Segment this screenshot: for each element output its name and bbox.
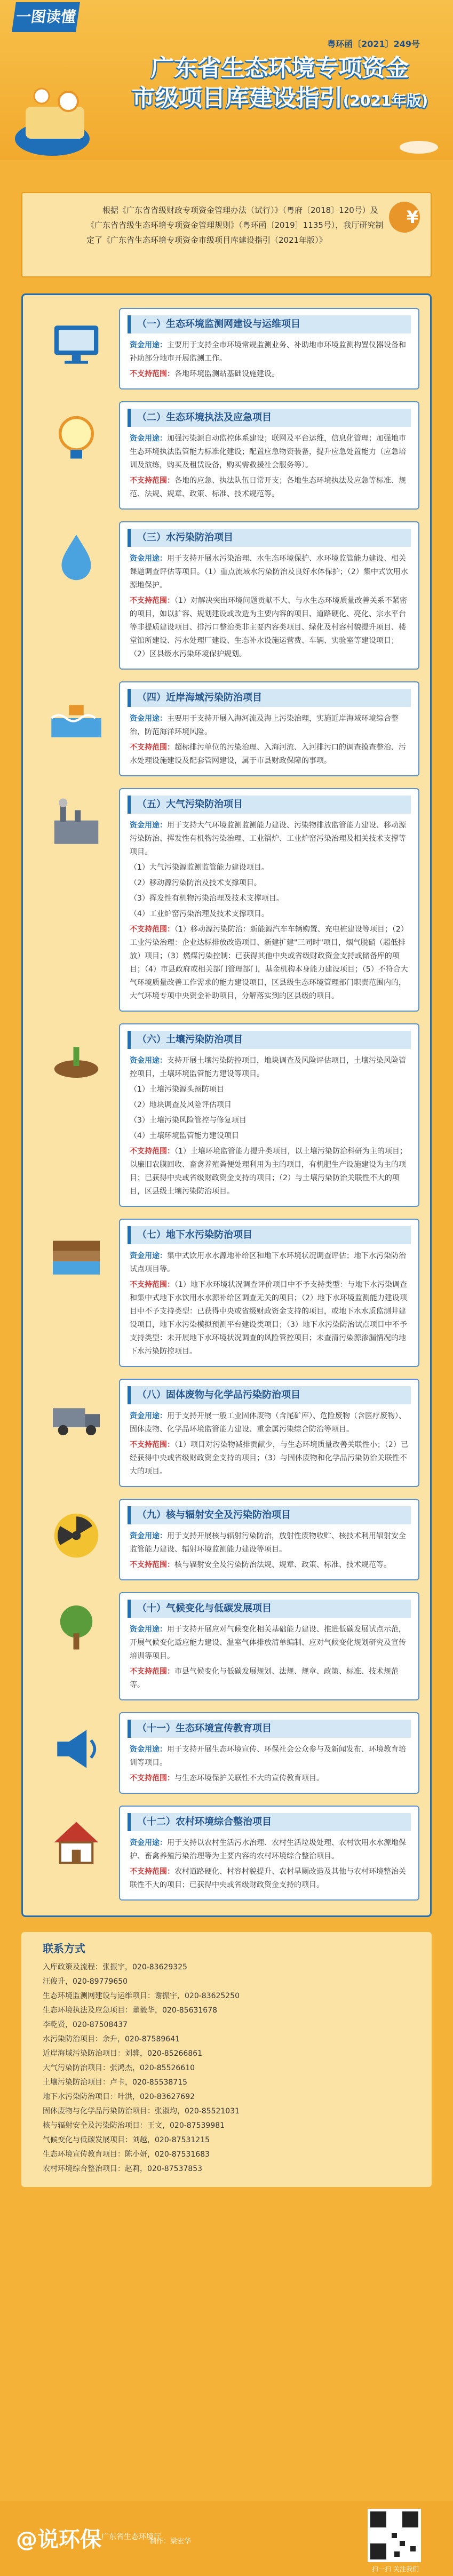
- section-paragraph: [130, 1623, 409, 1663]
- paragraph-text: （2）移动源污染防治及技术支撑项目。: [130, 879, 261, 887]
- title-year: (2021年版): [343, 92, 428, 109]
- support-label: 资金用途：: [130, 1412, 167, 1420]
- paragraph-text: （1）对解决突出环境问题贡献不大、与水生态环境质量改善关系不紧密的项目，如以扩容、规划建设或改造为主要内容的项目、道路硬化、亮化、宗水平台等非提质建设项目、排污口整治类非主要内容类项目、绿化及村容村貌提升项目、楼堂馆所建设、污水处理厂建设、生态补水设施运营费、车辆、实验室等建设项目；（2）区县级水污染环境保护规划。: [130, 597, 407, 658]
- section-card: [119, 788, 419, 1012]
- contacts-list: [43, 1960, 419, 2176]
- contact-line: 农村环境综合整治项目：赵莉，020-87537853: [43, 2165, 203, 2173]
- section-paragraph: [130, 432, 409, 472]
- paragraph-text: 用于支持大气环境监测监测能力建设、污染物排放监管能力建设、移动源污染防治、挥发性有机物污染治理、工业锅炉、工业炉窑污染治理及相关技术支撑等项目。: [130, 821, 406, 856]
- paragraph-text: 农村道路硬化、村容村貌提升、农村旱厕改造及其他与农村环境整治关联性不大的项目；已获得中央或省级财政资金支持的项目。: [130, 1867, 406, 1889]
- support-label: 资金用途：: [130, 1056, 167, 1065]
- section-icon-box: [34, 1219, 119, 1367]
- section-card: [119, 1499, 419, 1580]
- contact-line: 近岸海域污染防治项目：刘骅，020-85266861: [43, 2049, 203, 2058]
- contact-line: 大气污染防治项目：张鸿杰，020-85526610: [43, 2064, 195, 2072]
- section-paragraph: [130, 892, 409, 905]
- section-icon-box: [34, 1712, 119, 1794]
- section: [34, 1379, 419, 1487]
- section-paragraph: [130, 1438, 409, 1478]
- section-card: [119, 521, 419, 670]
- support-label: 资金用途：: [130, 554, 167, 563]
- section-paragraph: [130, 1250, 409, 1276]
- paragraph-text: （4）土壤环境监管能力建设项目: [130, 1132, 239, 1140]
- contact-line: 入库政策及流程：张振宇，020-83629325: [43, 1963, 188, 1971]
- section-paragraph: [130, 1054, 409, 1081]
- section-paragraph: [130, 1145, 409, 1198]
- section-icon-box: [34, 521, 119, 670]
- paragraph-text: 各地环境监测站基础设施建设。: [174, 370, 279, 378]
- paragraph-text: 超标排污单位的污染治理、入海河流、入河排污口的调查摸查整治、污水处理设施建设及配套管网建设，属于市县财政保障的事项。: [130, 743, 406, 765]
- qr-code-icon[interactable]: [368, 2509, 421, 2562]
- contact-line: 汪俊升，020-89779650: [43, 1977, 128, 1986]
- section-paragraph: [130, 923, 409, 1003]
- section-paragraph: [130, 1836, 409, 1863]
- section-paragraph: [130, 552, 409, 592]
- house-icon: [47, 1813, 106, 1872]
- paragraph-text: 各地的应急、执法队伍日常开支；各地生态环境执法及应急等标准、规范、法规、规章、政策、标准、技术规范等。: [130, 476, 406, 498]
- section-card: [119, 681, 419, 776]
- radiation-icon: [47, 1506, 106, 1565]
- paragraph-text: （2）地块调查及风险评估项目: [130, 1101, 232, 1109]
- nosupport-label: 不支持范围：: [130, 1281, 174, 1289]
- paragraph-text: 用于支持开展水污染治理、水生态环境保护、水环境监管能力建设、相关课题调查评估等项目。（1）重点流域水污染防治及良好水体保护；（2）集中式饮用水源地保护。: [130, 554, 408, 590]
- paragraph-text: 用于支持开展核与辐射污染防治，放射性废物收贮、核技术利用辐射安全监管能力建设、辐射环境监测能力建设等项目。: [130, 1532, 406, 1554]
- header: [0, 0, 453, 160]
- section-icon-box: [34, 1379, 119, 1487]
- section-title: （九）核与辐射安全及污染防治项目: [128, 1506, 411, 1524]
- paragraph-text: 与生态环境保护关联性不大的宣传教育项目。: [174, 1774, 324, 1783]
- section-paragraph: [130, 1530, 409, 1556]
- section-icon-box: [34, 681, 119, 776]
- sea-icon: [47, 689, 106, 748]
- section-icon-box: [34, 1499, 119, 1580]
- section-title: （四）近岸海域污染防治项目: [128, 689, 411, 707]
- nosupport-label: 不支持范围：: [130, 370, 174, 378]
- contact-line: 李乾贤，020-87508437: [43, 2021, 128, 2029]
- section: [34, 1712, 419, 1794]
- support-label: 资金用途：: [130, 1745, 167, 1754]
- section-paragraph: [130, 741, 409, 768]
- sections-panel: [21, 293, 432, 1917]
- section-paragraph: [130, 1278, 409, 1358]
- support-label: 资金用途：: [130, 1839, 167, 1847]
- section-icon-box: [34, 1023, 119, 1207]
- section-paragraph: [130, 1665, 409, 1692]
- section-icon-box: [34, 1806, 119, 1901]
- section-paragraph: [130, 819, 409, 859]
- contact-line: 生态环境宣传教育项目：陈小妍，020-87531683: [43, 2150, 210, 2159]
- section: [34, 1499, 419, 1580]
- section: [34, 788, 419, 1012]
- paragraph-text: （1）地下水环境状况调查评价项目中不予支持类型：与地下水污染调查和集中式地下水饮用水水源补给区调查无关的项目；（2）地下水环境监测能力建设项目中不予支持类型：已获得中央或省级财政资金支持的项目，或地下水水质监测井建设项目，地下水污染模拟预测平台建设类项目；（3）地下水污染防治试点项目中不予支持类型：未开展地下水环境状况调查的风险管控项目；未查清污染源渗漏情况的地下水污染防控项目。: [130, 1281, 407, 1356]
- paragraph-text: （4）工业炉窑污染治理及技术支撑项目。: [130, 910, 269, 918]
- section-icon-box: [34, 401, 119, 510]
- brand-subtitle: 广东省生态环境厅: [101, 2533, 161, 2541]
- section-paragraph: [130, 1865, 409, 1892]
- intro-box: [21, 192, 432, 277]
- factory-icon: [47, 796, 106, 854]
- paragraph-text: 集中式饮用水水源地补给区和地下水环境状况调查评估；地下水污染防治试点项目等。: [130, 1252, 406, 1274]
- support-label: 资金用途：: [130, 1532, 167, 1540]
- section-paragraph: [130, 1559, 409, 1572]
- nosupport-label: 不支持范围：: [130, 1667, 174, 1676]
- coin-icon: ¥: [389, 202, 420, 233]
- section-title: （十一）生态环境宣传教育项目: [128, 1720, 411, 1738]
- qr-label: 扫一扫 关注我们: [372, 2565, 419, 2573]
- intro-text: 根据《广东省省级财政专项资金管理办法（试行）》（粤府〔2018〕120号）及《广东省省级生态环境专项资金管理规则》（粤环函〔2019〕1135号），我厅研究制定了《广东省生态环境专项资金市级项目库建设指引（2021年版）》: [86, 205, 384, 245]
- footer: [0, 2501, 453, 2576]
- contact-line: 土壤污染防治项目：卢卡，020-85538715: [43, 2078, 188, 2087]
- paragraph-text: 市县气候变化与低碳发展规划、法规、规章、政策、标准、技术规范等。: [130, 1667, 399, 1689]
- section-title: （三）水污染防治项目: [128, 529, 411, 547]
- cloud-icon: [398, 133, 440, 155]
- support-label: 资金用途：: [130, 714, 167, 723]
- paragraph-text: （1）大气污染源监测监管能力建设项目。: [130, 863, 269, 872]
- paragraph-text: 用于支持以农村生活污水治理、农村生活垃圾处理、农村饮用水水源地保护、畜禽养殖污染治理等为主要内容的农村环境综合整治项目。: [130, 1839, 406, 1861]
- section-paragraph: [130, 594, 409, 661]
- section-title: （一）生态环境监测网建设与运维项目: [128, 315, 411, 333]
- nosupport-label: 不支持范围：: [130, 1774, 174, 1783]
- page-title: [117, 53, 442, 116]
- section-title: （五）大气污染防治项目: [128, 796, 411, 814]
- nosupport-label: 不支持范围：: [130, 1441, 174, 1449]
- support-label: 资金用途：: [130, 341, 167, 349]
- section: [34, 308, 419, 389]
- monitor-icon: [47, 315, 106, 374]
- section-paragraph: [130, 1410, 409, 1436]
- contact-line: 固体废物与化学品污染防治项目：张淑均，020-85521031: [43, 2107, 240, 2116]
- groundwater-icon: [47, 1226, 106, 1285]
- contact-line: 气候变化与低碳发展项目：刘越，020-87531215: [43, 2136, 210, 2144]
- paragraph-text: 主要用于支持开展入海河流及海上污染治理，实施近岸海域环境综合整治，防范海洋环境风险。: [130, 714, 399, 736]
- nosupport-label: 不支持范围：: [130, 597, 174, 605]
- water-icon: [47, 529, 106, 587]
- section: [34, 401, 419, 510]
- paragraph-text: 用于支持开展应对气候变化相关基础能力建设、推进低碳发展试点示范，开展气候变化适应能力建设、温室气体排放清单编制、应对气候变化规划研究及宣传培训等项目。: [130, 1625, 406, 1660]
- support-label: 资金用途：: [130, 1252, 167, 1260]
- contact-line: 生态环境执法及应急项目：董毅华，020-85631678: [43, 2006, 218, 2015]
- section-paragraph: [130, 908, 409, 921]
- section-title: （十）气候变化与低碳发展项目: [128, 1600, 411, 1618]
- contact-line: 核与辐射安全及污染防治项目：王文，020-87539981: [43, 2121, 225, 2130]
- section-paragraph: [130, 1114, 409, 1127]
- section-paragraph: [130, 712, 409, 739]
- section-card: [119, 401, 419, 510]
- section-paragraph: [130, 339, 409, 365]
- brand-logo: @说环保: [16, 2527, 101, 2552]
- section-title: （六）土壤污染防治项目: [128, 1031, 411, 1049]
- truck-icon: [47, 1386, 106, 1445]
- paragraph-text: 核与辐射安全及污染防治法规、规章、政策、标准、技术规范等。: [174, 1561, 391, 1569]
- section: [34, 521, 419, 670]
- section-card: [119, 308, 419, 389]
- section-paragraph: [130, 1130, 409, 1143]
- section-paragraph: [130, 877, 409, 890]
- paragraph-text: （1）移动源污染防治：新能源汽车车辆购置、充电桩建设等项目；（2）工业污染治理：企业达标排放改造项目、新建扩建"三同时"项目，烟气脱硝（超低排放）项目；（3）燃煤污染控制：已获得其他中央或省级财政资金支持或储备库的项目；（4）市县政府或相关部门管理部门，基金机构本身能力建设项目；（5）不符合大气环境质量改善工作需求的能力建设项目，区县级生态环境管理部门职责范围内的，大气环境专项中央资金补助项目，分解落实到的区县级的项目。: [130, 925, 408, 1000]
- section-card: [119, 1379, 419, 1487]
- support-label: 资金用途：: [130, 1625, 167, 1634]
- paragraph-text: （3）土壤污染风险管控与修复项目: [130, 1116, 247, 1125]
- section-icon-box: [34, 788, 119, 1012]
- contact-line: 地下水污染防治项目：叶洪，020-83627692: [43, 2093, 195, 2101]
- title-line-2: [117, 83, 442, 116]
- support-label: 资金用途：: [130, 434, 167, 443]
- banner-tag: 一图读懂: [12, 2, 80, 32]
- section-title: （七）地下水污染防治项目: [128, 1226, 411, 1244]
- section-title: （八）固体废物与化学品污染防治项目: [128, 1386, 411, 1404]
- loudspeaker-icon: [47, 1720, 106, 1778]
- section-paragraph: [130, 1743, 409, 1770]
- nosupport-label: 不支持范围：: [130, 1147, 174, 1156]
- paragraph-text: 用于支持开展生态环境宣传、环保社会公众参与及新闻发布、环境教育培训等项目。: [130, 1745, 406, 1767]
- nosupport-label: 不支持范围：: [130, 1561, 174, 1569]
- bulb-icon: [47, 409, 106, 467]
- document-number: 粤环函〔2021〕249号: [327, 39, 420, 49]
- nosupport-label: 不支持范围：: [130, 925, 174, 934]
- contact-line: 水污染防治项目：余升，020-87589641: [43, 2035, 180, 2044]
- title-line-1: 广东省生态环境专项资金: [150, 54, 409, 82]
- section-paragraph: [130, 368, 409, 381]
- section: [34, 1806, 419, 1901]
- paragraph-text: 主要用于支持全市环境常规监测业务、补助地市环境监测构置仪器设备和补助部分地市开展监测工作。: [130, 341, 406, 363]
- nosupport-label: 不支持范围：: [130, 743, 174, 752]
- paragraph-text: 用于支持开展一般工业固体废物（含尾矿库）、危险废物（含医疗废物）、固体废物、化学品环境监管能力建设、重金属污染综合防治等项目。: [130, 1412, 406, 1434]
- paragraph-text: （1）项目对污染物减排贡献少，与生态环境质量改善关联性小；（2）已经获得中央或省级财政资金支持的项目；（3）与固体废物和化学品污染防治关联性不大的项目。: [130, 1441, 408, 1476]
- tree-icon: [47, 1600, 106, 1658]
- support-label: 资金用途：: [130, 821, 167, 830]
- contacts-box: [21, 1932, 432, 2187]
- section: [34, 1219, 419, 1367]
- contacts-title: 联系方式: [43, 1942, 85, 1955]
- paragraph-text: （3）挥发性有机物污染治理及技术支撑项目。: [130, 894, 284, 903]
- soil-icon: [47, 1031, 106, 1090]
- section-icon-box: [34, 308, 119, 389]
- section-icon-box: [34, 1592, 119, 1700]
- nosupport-label: 不支持范围：: [130, 1867, 174, 1876]
- section-title: （十二）农村环境综合整治项目: [128, 1813, 411, 1831]
- paragraph-text: 加强污染源自动监控体系建设；联网及平台运维，信息化管理；加强地市生态环境执法监管能力标准化建设；配置应急物资装备，提升应急处置能力（应急培训及演练，购买及租赁设备，购买需救援社会服务等）。: [130, 434, 406, 470]
- section-card: [119, 1712, 419, 1794]
- paragraph-text: （1）土壤污染源头预防项目: [130, 1085, 224, 1094]
- section-card: [119, 1219, 419, 1367]
- paragraph-text: 支持开展土壤污染防控项目，地块调查及风险评估项目，土壤污染风险管控项目，土壤环境监管能力建设等项目。: [130, 1056, 406, 1078]
- title-line-2-text: 市级项目库建设指引: [131, 84, 343, 112]
- paragraph-text: （1）土壤环境监管能力提升类项目，以土壤污染防治科研为主的项目；以廉旧农膜回收、畜禽养殖粪便处理利用为主的项目，有机肥生产设施建设为主的项目；已获得中央或省级财政资金支持的项目；（2）与土壤污染防治关联性不大的项目，区县级土壤污染防治项目。: [130, 1147, 407, 1196]
- section-card: [119, 1806, 419, 1901]
- section-card: [119, 1592, 419, 1700]
- section-paragraph: [130, 474, 409, 501]
- section-title: （二）生态环境执法及应急项目: [128, 409, 411, 427]
- nosupport-label: 不支持范围：: [130, 476, 174, 485]
- section: [34, 1592, 419, 1700]
- contact-line: 生态环境监测网建设与运维项目：谢振宇，020-83625250: [43, 1992, 240, 2000]
- section-paragraph: [130, 861, 409, 874]
- section-paragraph: [130, 1083, 409, 1096]
- section: [34, 681, 419, 776]
- section-card: [119, 1023, 419, 1207]
- hand-money-illustration-icon: [4, 80, 100, 160]
- section-paragraph: [130, 1099, 409, 1112]
- section-paragraph: [130, 1772, 409, 1785]
- section: [34, 1023, 419, 1207]
- producer-credit: 制作：梁宏华: [149, 2538, 192, 2546]
